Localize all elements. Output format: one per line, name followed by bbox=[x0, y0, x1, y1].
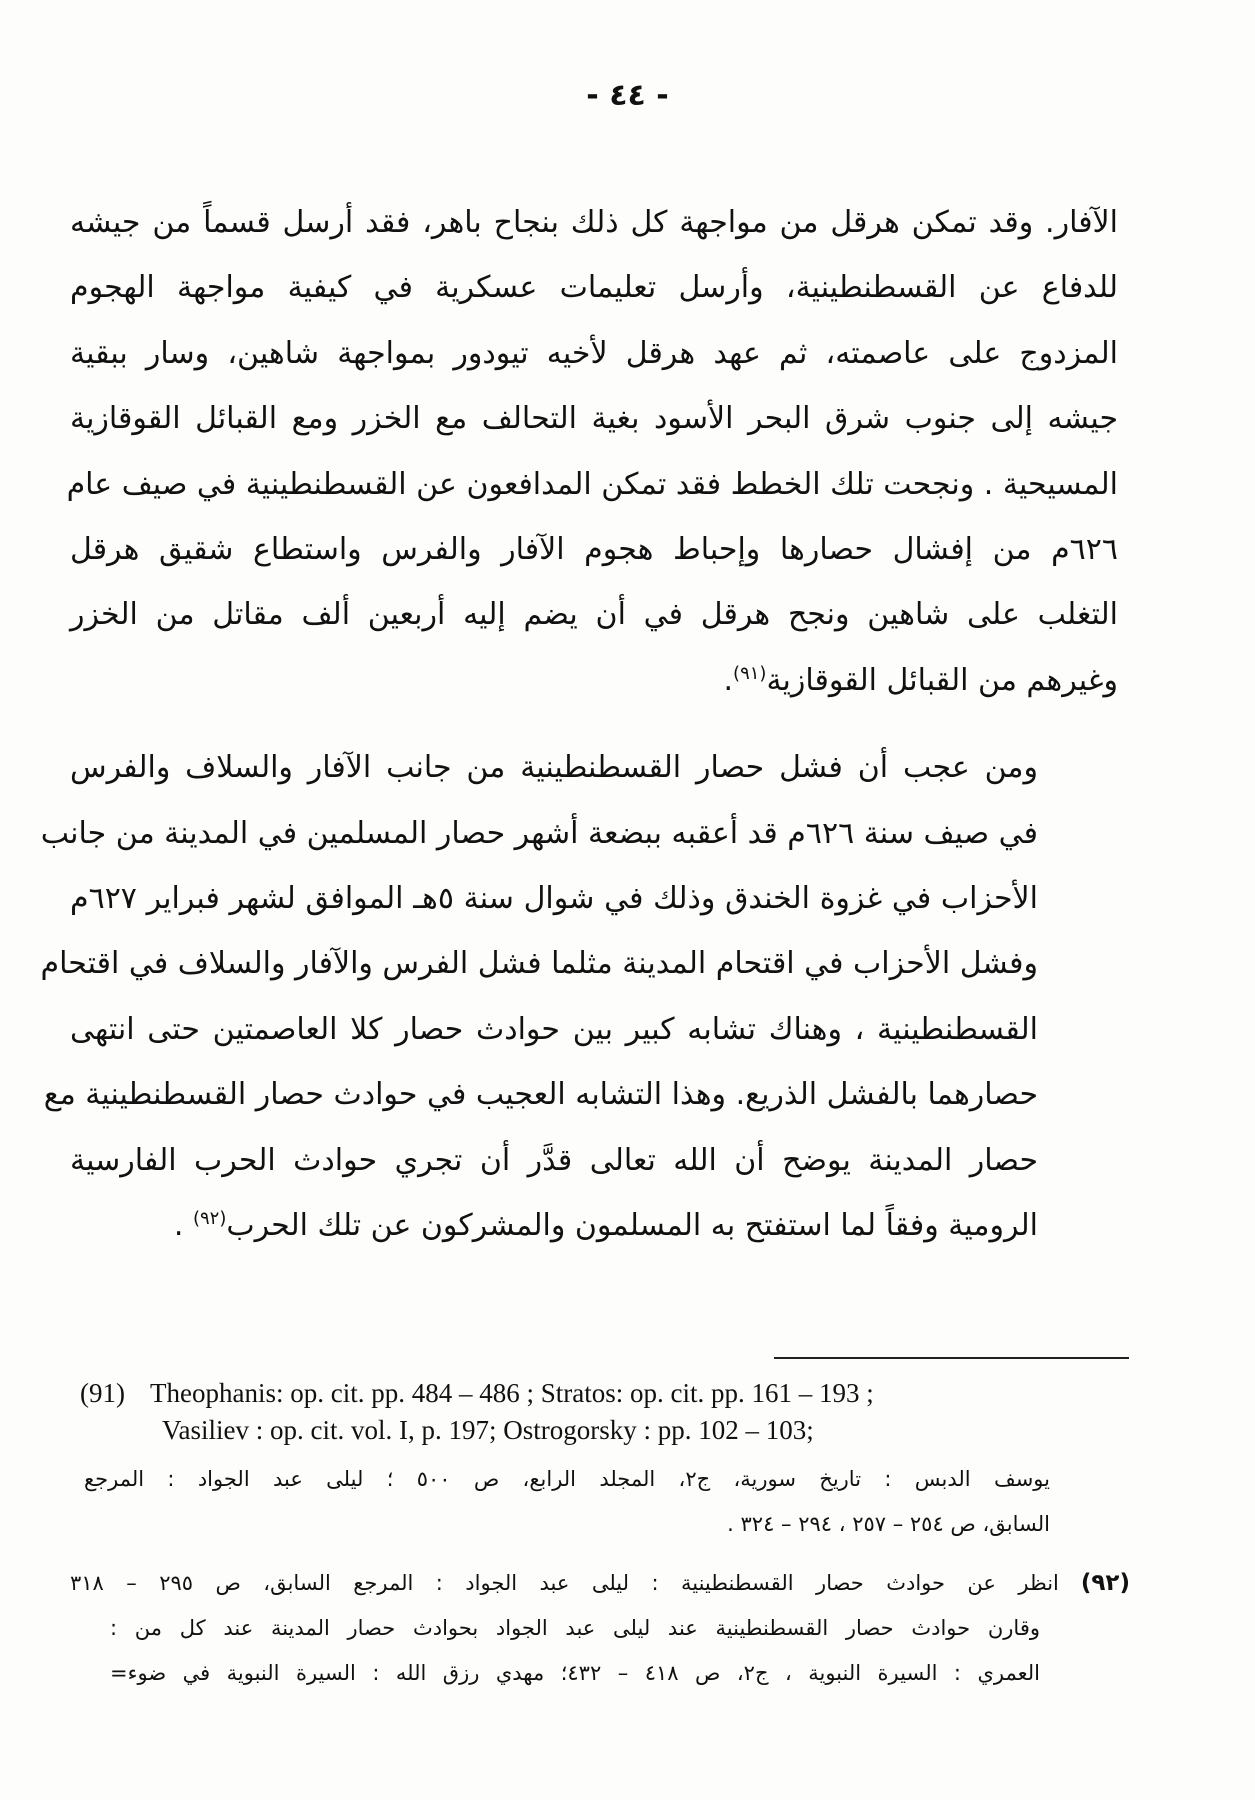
footnote-continuation bbox=[110, 1606, 1040, 1696]
footnote-text: انظر عن حوادث حصار القسطنطينية : ليلى عبد الجواد : المرجع السابق، ص ٢٩٥ – ٣١٨ bbox=[70, 1571, 1059, 1595]
paragraph-1 bbox=[66, 190, 1118, 713]
text-line bbox=[70, 648, 1118, 713]
paragraph-2 bbox=[40, 735, 1118, 1258]
text-line: للدفاع عن القسطنطينية، وأرسل تعليمات عسكرية في كيفية مواجهة الهجوم bbox=[70, 270, 1118, 306]
footnote-91-arabic bbox=[84, 1457, 1050, 1547]
text-line bbox=[70, 1193, 1118, 1258]
text-line: في صيف سنة ٦٢٦م قد أعقبه ببضعة أشهر حصار المسلمين في المدينة من جانب bbox=[40, 815, 1038, 851]
text-line: التغلب على شاهين ونجح هرقل في أن يضم إليه أربعين ألف مقاتل من الخزر bbox=[70, 597, 1118, 633]
footnote-line: العمري : السيرة النبوية ، ج٢، ص ٤١٨ – ٤٣٢؛ مهدي رزق الله : السيرة النبوية في ضوء= bbox=[110, 1661, 1040, 1685]
text-line: المزدوج على عاصمته، ثم عهد هرقل لأخيه تيودور بمواجهة شاهين، وسار ببقية bbox=[70, 335, 1118, 371]
text-line: ومن عجب أن فشل حصار القسطنطينية من جانب الآفار والسلاف والفرس bbox=[70, 750, 1038, 786]
text-line: حصار المدينة يوضح أن الله تعالى قدَّر أن تجري حوادث الحرب الفارسية bbox=[70, 1142, 1038, 1178]
main-text bbox=[40, 190, 1118, 1259]
footnotes bbox=[70, 1375, 1130, 1696]
text-line: وفشل الأحزاب في اقتحام المدينة مثلما فشل الفرس والآفار والسلاف في اقتحام bbox=[40, 946, 1038, 982]
text-line: جيشه إلى جنوب شرق البحر الأسود بغية التحالف مع الخزر ومع القبائل القوقازية bbox=[70, 401, 1118, 437]
text-line: الآفار. وقد تمكن هرقل من مواجهة كل ذلك بنجاح باهر، فقد أرسل قسماً من جيشه bbox=[70, 205, 1118, 240]
text-line: حصارهما بالفشل الذريع. وهذا التشابه العجيب في حوادث حصار القسطنطينية مع bbox=[43, 1077, 1038, 1113]
footnote-line bbox=[70, 1561, 1130, 1606]
footnote-91-latin bbox=[80, 1375, 1130, 1449]
text-line: الأحزاب في غزوة الخندق وذلك في شوال سنة ٥هـ الموافق لشهر فبراير ٦٢٧م bbox=[70, 881, 1039, 917]
text-line: ٦٢٦م من إفشال حصارها وإحباط هجوم الآفار والفرس واستطاع شقيق هرقل bbox=[70, 532, 1118, 568]
footnote-line: Vasiliev : op. cit. vol. I, p. 197; Ostrogorsky : pp. 102 – 103; bbox=[162, 1415, 814, 1445]
footnote-text: Theophanis: op. cit. pp. 484 – 486 ; Stratos: op. cit. pp. 161 – 193 ; bbox=[150, 1378, 874, 1408]
footnote-number-92: (٩٢) bbox=[1080, 1570, 1130, 1596]
footnote-line: يوسف الدبس : تاريخ سورية، ج٢، المجلد الرابع، ص ٥٠٠ ؛ ليلى عبد الجواد : المرجع bbox=[84, 1467, 1050, 1491]
page-number: - ٤٤ - bbox=[586, 78, 669, 113]
sentence-end: . bbox=[723, 662, 734, 698]
text-line: المسيحية . ونجحت تلك الخطط فقد تمكن المدافعون عن القسطنطينية في صيف عام bbox=[66, 466, 1118, 502]
footnote-ref-91[interactable]: (٩١) bbox=[733, 662, 767, 684]
text-line: القسطنطينية ، وهناك تشابه كبير بين حوادث حصار كلا العاصمتين حتى انتهى bbox=[70, 1011, 1038, 1047]
footnote-92 bbox=[70, 1561, 1130, 1696]
footnote-line bbox=[80, 1375, 1130, 1412]
footnote-divider bbox=[774, 1357, 1129, 1359]
footnote-line: وقارن حوادث حصار القسطنطينية عند ليلى عبد الجواد بحوادث حصار المدينة عند كل من : bbox=[110, 1616, 1040, 1640]
footnote-number-91: (91) bbox=[80, 1378, 125, 1408]
sentence-end: . bbox=[173, 1208, 193, 1244]
text-line-content: وغيرهم من القبائل القوقازية bbox=[766, 662, 1118, 698]
footnote-line: السابق، ص ٢٥٤ – ٢٥٧ ، ٢٩٤ – ٣٢٤ . bbox=[727, 1512, 1050, 1536]
text-line-content: الرومية وفقاً لما استفتح به المسلمون والمشركون عن تلك الحرب bbox=[226, 1208, 1038, 1244]
footnote-ref-92[interactable]: (٩٢) bbox=[192, 1208, 227, 1230]
